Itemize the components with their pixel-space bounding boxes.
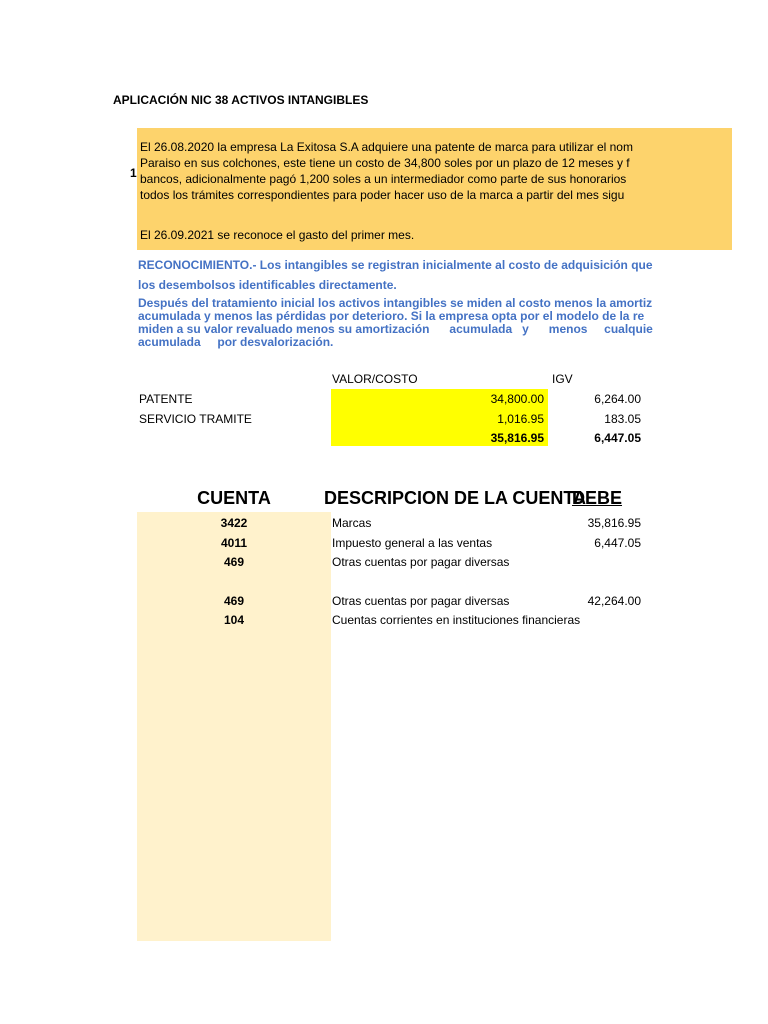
recognition-text: RECONOCIMIENTO.- Los intangibles se registran inicialmente al costo de adquisición que [138, 258, 653, 272]
recognition-line-clipped [138, 258, 653, 272]
account-debit: 42,264.00 [587, 594, 641, 608]
account-column-fill [137, 512, 331, 941]
account-code: 3422 [220, 516, 248, 530]
account-debit: 6,447.05 [594, 536, 641, 550]
measurement-line: acumulada por desvalorización. [138, 335, 334, 349]
account-code: 469 [223, 555, 245, 569]
header-value-cost: VALOR/COSTO [332, 372, 418, 386]
case-number: 1 [130, 166, 137, 180]
account-code: 104 [223, 613, 245, 627]
account-description: Cuentas corrientes en instituciones financieras [332, 613, 581, 627]
account-debit: 35,816.95 [587, 516, 641, 530]
header-description: DESCRIPCION DE LA CUENTA [324, 488, 587, 508]
recognition-line: los desembolsos identificables directamente. [138, 278, 397, 292]
account-description: Impuesto general a las ventas [332, 536, 493, 550]
total-value: 35,816.95 [490, 431, 544, 445]
measurement-paragraph [138, 296, 653, 359]
account-description: Marcas [332, 516, 372, 530]
account-code: 469 [223, 594, 245, 608]
case-line: El 26.08.2020 la empresa La Exitosa S.A adquiere una patente de marca para utilizar el nom [140, 140, 633, 154]
account-code: 4011 [220, 536, 248, 550]
page-title: APLICACIÓN NIC 38 ACTIVOS INTANGIBLES [113, 93, 369, 107]
row-value-servicio: 1,016.95 [497, 412, 544, 426]
case-line: todos los trámites correspondientes para poder hacer uso de la marca a partir del mes sigu [140, 188, 625, 202]
measurement-line: acumulada y menos las pérdidas por deterioro. Si la empresa opta por el modelo de la re [138, 309, 645, 323]
header-description-clip [324, 486, 587, 512]
row-igv-patente: 6,264.00 [594, 392, 641, 406]
total-igv: 6,447.05 [594, 431, 641, 445]
header-debit: DEBE [572, 488, 623, 508]
account-description: Otras cuentas por pagar diversas [332, 594, 510, 608]
measurement-line: Después del tratamiento inicial los activos intangibles se miden al costo menos la amortiz [138, 296, 653, 310]
case-note: El 26.09.2021 se reconoce el gasto del primer mes. [140, 228, 415, 242]
row-label-servicio: SERVICIO TRAMITE [139, 412, 252, 426]
header-igv: IGV [552, 372, 573, 386]
header-account: CUENTA [197, 488, 271, 508]
row-value-patente: 34,800.00 [490, 392, 544, 406]
measurement-line: miden a su valor revaluado menos su amortización acumulada y menos cualquie [138, 322, 653, 336]
case-line: Paraiso en sus colchones, este tiene un costo de 34,800 soles por un plazo de 12 meses y f [140, 156, 630, 170]
case-statement-box [137, 128, 732, 250]
row-label-patente: PATENTE [139, 392, 193, 406]
case-line: bancos, adicionalmente pagó 1,200 soles a un intermediador como parte de sus honorarios [140, 172, 627, 186]
row-igv-servicio: 183.05 [604, 412, 641, 426]
account-description: Otras cuentas por pagar diversas [332, 555, 510, 569]
